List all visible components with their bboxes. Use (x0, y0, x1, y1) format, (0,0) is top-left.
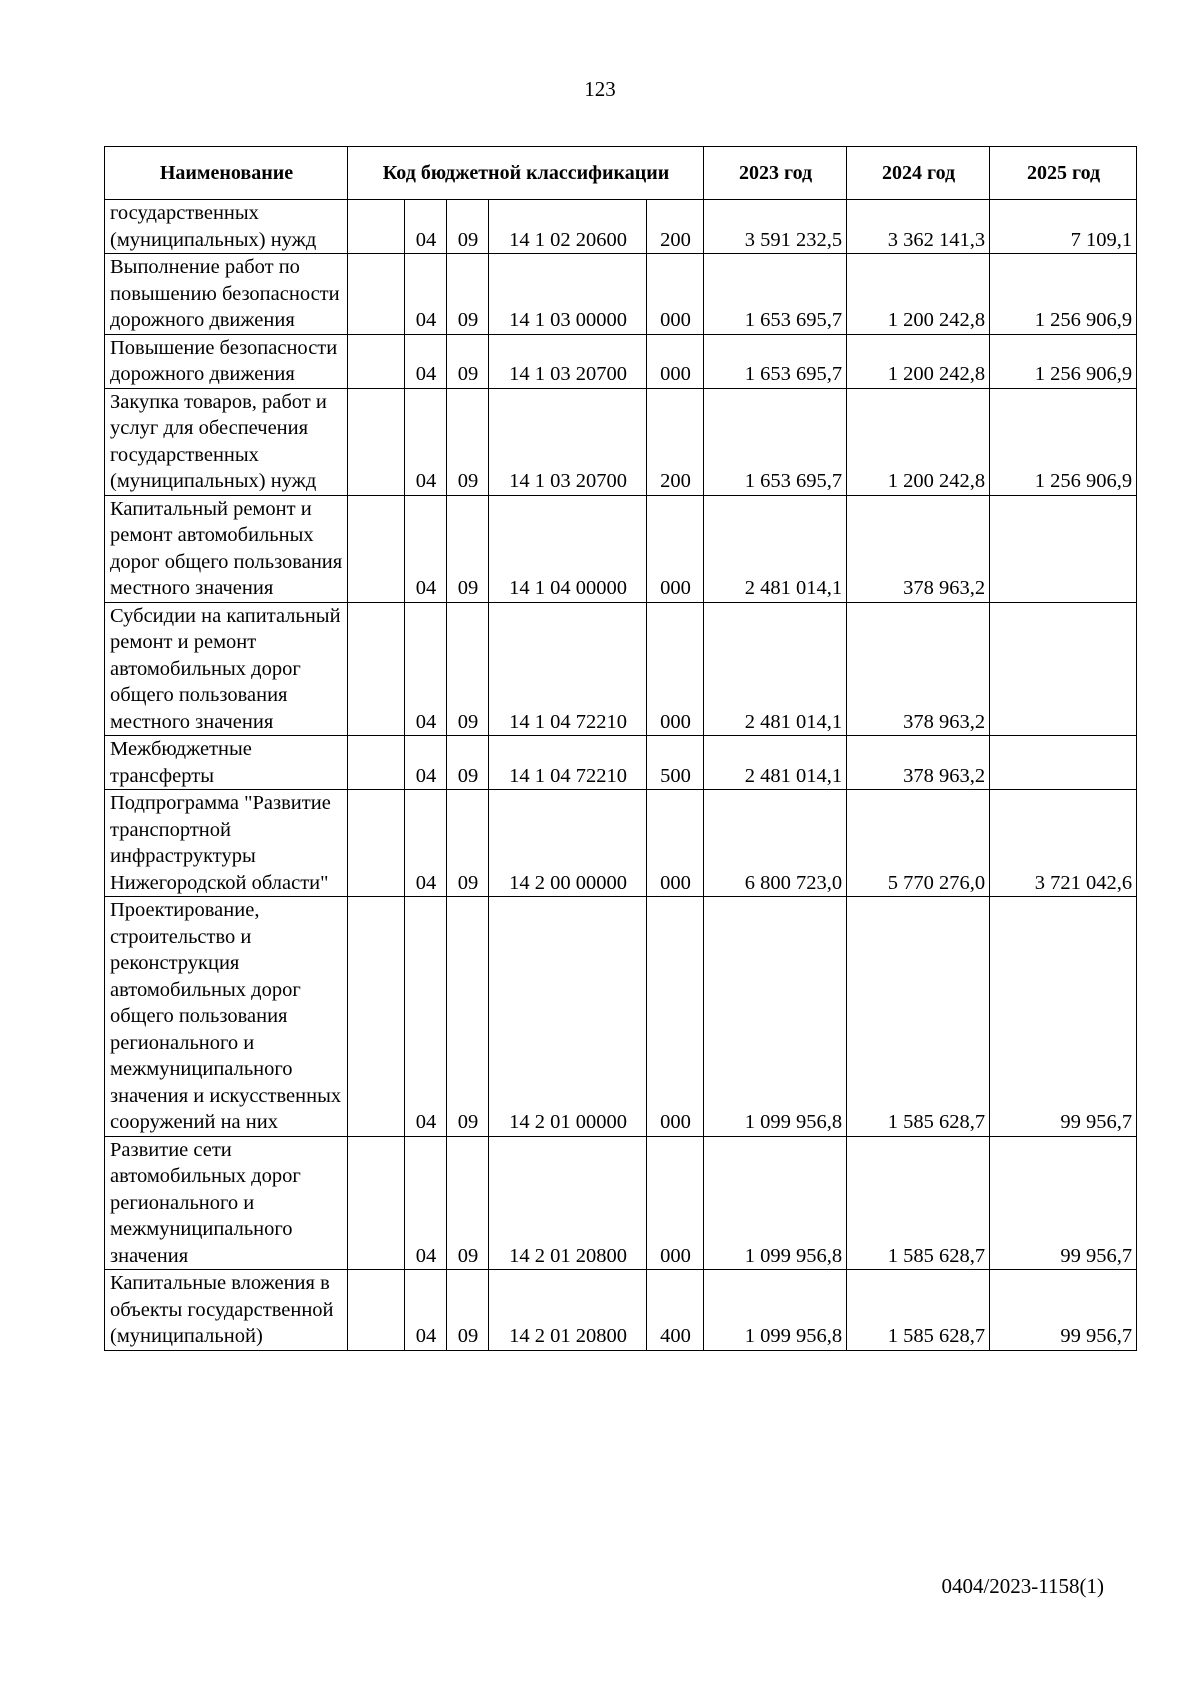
cell-gp (348, 1136, 405, 1270)
cell-gp (348, 200, 405, 254)
table-row (105, 790, 1137, 897)
cell-2023: 1 099 956,8 (704, 1270, 847, 1351)
cell-name: Проектирование, строительство и реконструкция автомобильных дорог общего пользования регионального и межмуниципального значения и искусственных сооружений на них (105, 897, 348, 1137)
cell-gp (348, 254, 405, 335)
cell-2025: 7 109,1 (990, 200, 1137, 254)
table-row (105, 897, 1137, 1137)
cell-target-article: 14 1 04 72210 (489, 736, 647, 790)
cell-subsection: 09 (447, 1136, 489, 1270)
cell-subsection: 09 (447, 736, 489, 790)
cell-2025 (990, 602, 1137, 736)
table-row (105, 334, 1137, 388)
cell-2024: 5 770 276,0 (847, 790, 990, 897)
cell-target-article: 14 1 03 20700 (489, 388, 647, 495)
cell-2023: 2 481 014,1 (704, 495, 847, 602)
cell-2025: 99 956,7 (990, 1270, 1137, 1351)
cell-2023: 1 099 956,8 (704, 1136, 847, 1270)
cell-subsection: 09 (447, 200, 489, 254)
table-row (105, 495, 1137, 602)
cell-gp (348, 334, 405, 388)
cell-2025: 1 256 906,9 (990, 254, 1137, 335)
cell-2025: 1 256 906,9 (990, 388, 1137, 495)
cell-name: Субсидии на капитальный ремонт и ремонт автомобильных дорог общего пользования местного значения (105, 602, 348, 736)
cell-2024: 1 200 242,8 (847, 254, 990, 335)
cell-expense-type: 000 (647, 790, 704, 897)
cell-target-article: 14 1 02 20600 (489, 200, 647, 254)
header-2023: 2023 год (704, 147, 847, 200)
cell-2023: 1 653 695,7 (704, 254, 847, 335)
document-code: 0404/2023-1158(1) (941, 1574, 1104, 1598)
cell-section: 04 (405, 388, 447, 495)
cell-subsection: 09 (447, 334, 489, 388)
cell-gp (348, 790, 405, 897)
cell-expense-type: 400 (647, 1270, 704, 1351)
header-2024: 2024 год (847, 147, 990, 200)
cell-name: государственных (муниципальных) нужд (105, 200, 348, 254)
cell-section: 04 (405, 1136, 447, 1270)
cell-subsection: 09 (447, 602, 489, 736)
cell-expense-type: 000 (647, 334, 704, 388)
table-row (105, 200, 1137, 254)
cell-2025 (990, 495, 1137, 602)
cell-2025: 99 956,7 (990, 1136, 1137, 1270)
cell-subsection: 09 (447, 897, 489, 1137)
cell-2025: 1 256 906,9 (990, 334, 1137, 388)
cell-name: Капитальный ремонт и ремонт автомобильных дорог общего пользования местного значения (105, 495, 348, 602)
cell-subsection: 09 (447, 388, 489, 495)
cell-name: Развитие сети автомобильных дорог регионального и межмуниципального значения (105, 1136, 348, 1270)
cell-section: 04 (405, 790, 447, 897)
cell-2024: 1 200 242,8 (847, 388, 990, 495)
cell-2023: 1 653 695,7 (704, 388, 847, 495)
cell-name: Выполнение работ по повышению безопасности дорожного движения (105, 254, 348, 335)
cell-section: 04 (405, 897, 447, 1137)
cell-name: Закупка товаров, работ и услуг для обеспечения государственных (муниципальных) нужд (105, 388, 348, 495)
cell-section: 04 (405, 495, 447, 602)
cell-expense-type: 000 (647, 495, 704, 602)
table-row (105, 254, 1137, 335)
cell-2023: 6 800 723,0 (704, 790, 847, 897)
cell-section: 04 (405, 602, 447, 736)
cell-target-article: 14 1 03 00000 (489, 254, 647, 335)
cell-2024: 378 963,2 (847, 736, 990, 790)
cell-subsection: 09 (447, 495, 489, 602)
table-header-row (105, 147, 1137, 200)
cell-2023: 1 099 956,8 (704, 897, 847, 1137)
cell-2024: 1 585 628,7 (847, 897, 990, 1137)
cell-2024: 378 963,2 (847, 495, 990, 602)
cell-2024: 1 585 628,7 (847, 1136, 990, 1270)
cell-section: 04 (405, 334, 447, 388)
cell-gp (348, 602, 405, 736)
budget-table (104, 146, 1137, 1351)
cell-target-article: 14 2 01 00000 (489, 897, 647, 1137)
cell-2024: 3 362 141,3 (847, 200, 990, 254)
table-body (105, 200, 1137, 1351)
cell-2023: 3 591 232,5 (704, 200, 847, 254)
cell-target-article: 14 1 04 72210 (489, 602, 647, 736)
cell-name: Повышение безопасности дорожного движения (105, 334, 348, 388)
cell-expense-type: 000 (647, 602, 704, 736)
cell-target-article: 14 1 03 20700 (489, 334, 647, 388)
cell-name: Капитальные вложения в объекты государственной (муниципальной) (105, 1270, 348, 1351)
cell-gp (348, 736, 405, 790)
cell-2025: 3 721 042,6 (990, 790, 1137, 897)
cell-gp (348, 1270, 405, 1351)
cell-2024: 1 200 242,8 (847, 334, 990, 388)
cell-2025: 99 956,7 (990, 897, 1137, 1137)
cell-2023: 2 481 014,1 (704, 602, 847, 736)
table-row (105, 602, 1137, 736)
table-row (105, 1270, 1137, 1351)
cell-2024: 1 585 628,7 (847, 1270, 990, 1351)
cell-expense-type: 000 (647, 897, 704, 1137)
cell-target-article: 14 1 04 00000 (489, 495, 647, 602)
cell-2025 (990, 736, 1137, 790)
cell-2023: 2 481 014,1 (704, 736, 847, 790)
cell-subsection: 09 (447, 254, 489, 335)
table-row (105, 388, 1137, 495)
cell-gp (348, 495, 405, 602)
cell-subsection: 09 (447, 790, 489, 897)
cell-2024: 378 963,2 (847, 602, 990, 736)
header-name: Наименование (105, 147, 348, 200)
cell-expense-type: 200 (647, 200, 704, 254)
cell-expense-type: 000 (647, 1136, 704, 1270)
cell-section: 04 (405, 200, 447, 254)
cell-target-article: 14 2 01 20800 (489, 1270, 647, 1351)
cell-name: Межбюджетные трансферты (105, 736, 348, 790)
cell-section: 04 (405, 736, 447, 790)
cell-section: 04 (405, 254, 447, 335)
cell-2023: 1 653 695,7 (704, 334, 847, 388)
cell-expense-type: 200 (647, 388, 704, 495)
cell-gp (348, 388, 405, 495)
cell-expense-type: 000 (647, 254, 704, 335)
cell-name: Подпрограмма "Развитие транспортной инфраструктуры Нижегородской области" (105, 790, 348, 897)
cell-section: 04 (405, 1270, 447, 1351)
table-row (105, 736, 1137, 790)
header-code: Код бюджетной классификации (348, 147, 704, 200)
cell-target-article: 14 2 00 00000 (489, 790, 647, 897)
cell-gp (348, 897, 405, 1137)
header-2025: 2025 год (990, 147, 1137, 200)
cell-subsection: 09 (447, 1270, 489, 1351)
cell-target-article: 14 2 01 20800 (489, 1136, 647, 1270)
cell-expense-type: 500 (647, 736, 704, 790)
page-number: 123 (584, 77, 616, 101)
table-row (105, 1136, 1137, 1270)
